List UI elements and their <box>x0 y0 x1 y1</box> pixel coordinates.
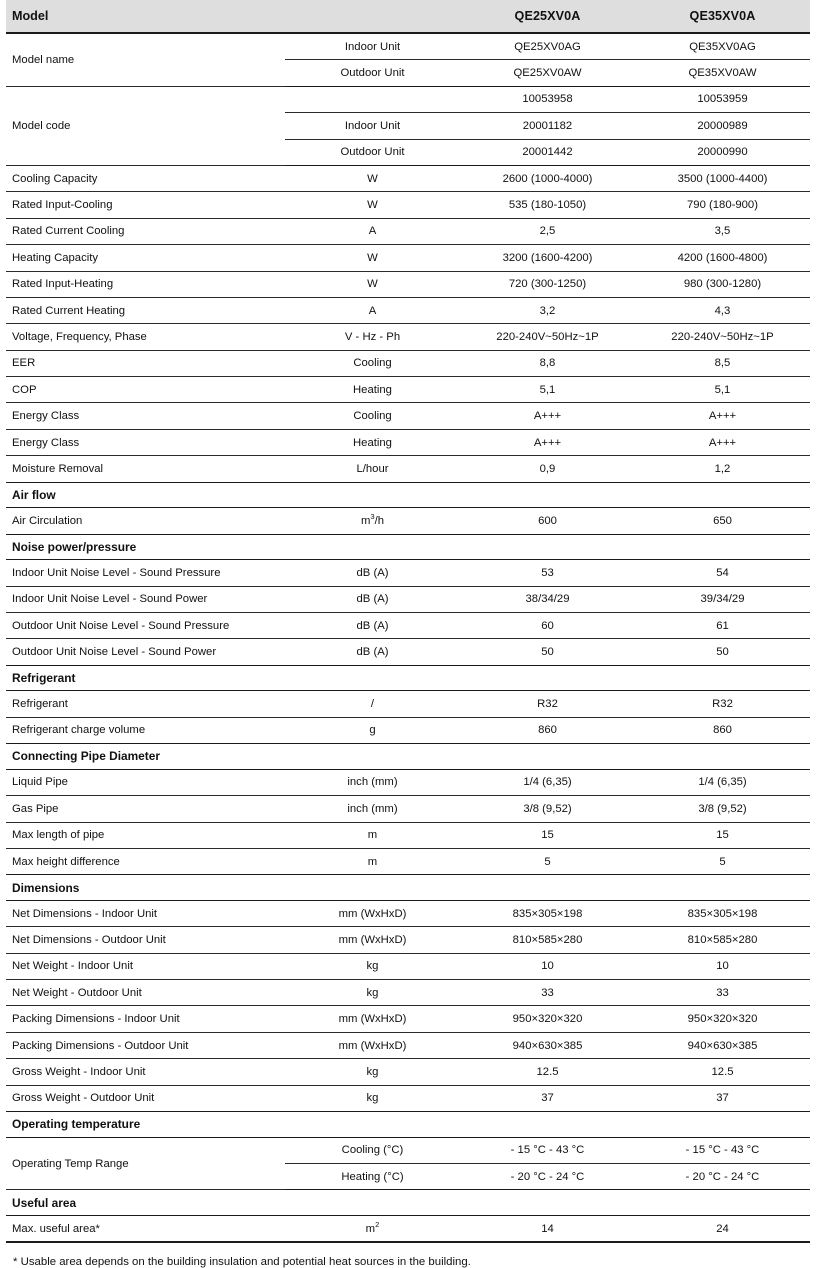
row-value-2: 940×630×385 <box>635 1032 810 1058</box>
row-value-1: 3,2 <box>460 297 635 323</box>
row-label: COP <box>6 377 285 403</box>
row-value-1: R32 <box>460 691 635 717</box>
table-row <box>6 796 810 822</box>
row-unit: L/hour <box>285 456 460 482</box>
table-row <box>6 33 810 60</box>
row-unit: dB (A) <box>285 560 460 586</box>
section-header-operating-temperature <box>6 1112 810 1138</box>
row-value-2: 20000989 <box>635 113 810 139</box>
row-value-1: 1/4 (6,35) <box>460 769 635 795</box>
row-unit: mm (WxHxD) <box>285 1006 460 1032</box>
section-header-refrigerant <box>6 665 810 691</box>
row-label: Heating Capacity <box>6 245 285 271</box>
table-row <box>6 350 810 376</box>
row-unit <box>285 86 460 112</box>
section-title: Operating temperature <box>6 1112 810 1138</box>
row-value-2: 4,3 <box>635 297 810 323</box>
table-row <box>6 848 810 874</box>
row-value-2: 61 <box>635 613 810 639</box>
row-unit: inch (mm) <box>285 769 460 795</box>
row-unit: m <box>285 822 460 848</box>
row-unit: Heating (°C) <box>285 1164 460 1190</box>
row-value-1: 33 <box>460 980 635 1006</box>
row-value-2: 24 <box>635 1216 810 1243</box>
table-row <box>6 1059 810 1085</box>
row-value-2: 3500 (1000-4400) <box>635 165 810 191</box>
row-label: Indoor Unit Noise Level - Sound Power <box>6 586 285 612</box>
row-value-2: 39/34/29 <box>635 586 810 612</box>
row-value-2: 4200 (1600-4800) <box>635 245 810 271</box>
section-title: Dimensions <box>6 875 810 901</box>
unit-superscript: 2 <box>375 1219 380 1229</box>
row-unit: A <box>285 297 460 323</box>
row-unit: Cooling <box>285 403 460 429</box>
table-row <box>6 508 810 534</box>
row-label: Voltage, Frequency, Phase <box>6 324 285 350</box>
row-label: Outdoor Unit Noise Level - Sound Power <box>6 639 285 665</box>
row-value-1: 5,1 <box>460 377 635 403</box>
table-row <box>6 324 810 350</box>
table-row <box>6 1137 810 1163</box>
row-label: Energy Class <box>6 403 285 429</box>
unit-suffix: /h <box>374 514 385 527</box>
row-unit: V - Hz - Ph <box>285 324 460 350</box>
row-label: Rated Input-Heating <box>6 271 285 297</box>
row-label: Net Weight - Outdoor Unit <box>6 980 285 1006</box>
row-value-2: 790 (180-900) <box>635 192 810 218</box>
table-row <box>6 218 810 244</box>
row-value-1: 0,9 <box>460 456 635 482</box>
row-value-2: 10053959 <box>635 86 810 112</box>
section-header-air-flow <box>6 482 810 508</box>
row-value-2: 650 <box>635 508 810 534</box>
row-value-1: 3/8 (9,52) <box>460 796 635 822</box>
footnote: * Usable area depends on the building insulation and potential heat sources in the building. <box>13 1256 471 1268</box>
section-header-dimensions <box>6 875 810 901</box>
row-value-2: QE35XV0AW <box>635 60 810 86</box>
table-row <box>6 717 810 743</box>
table-row <box>6 586 810 612</box>
row-unit: Outdoor Unit <box>285 60 460 86</box>
row-label: Indoor Unit Noise Level - Sound Pressure <box>6 560 285 586</box>
specification-table <box>6 0 810 1243</box>
row-value-2: - 15 °C - 43 °C <box>635 1137 810 1163</box>
section-title: Air flow <box>6 482 810 508</box>
row-label: Moisture Removal <box>6 456 285 482</box>
row-value-1: 220-240V~50Hz~1P <box>460 324 635 350</box>
row-unit: Cooling <box>285 350 460 376</box>
row-unit: mm (WxHxD) <box>285 900 460 926</box>
section-title: Useful area <box>6 1190 810 1216</box>
row-label: Packing Dimensions - Indoor Unit <box>6 1006 285 1032</box>
unit-base: m <box>360 514 371 527</box>
row-unit: Indoor Unit <box>285 113 460 139</box>
table-row <box>6 86 810 112</box>
row-unit: kg <box>285 1085 460 1111</box>
row-value-2: 3,5 <box>635 218 810 244</box>
row-label: Gas Pipe <box>6 796 285 822</box>
table-row <box>6 297 810 323</box>
row-unit: kg <box>285 953 460 979</box>
row-value-2: A+++ <box>635 403 810 429</box>
row-unit: kg <box>285 1059 460 1085</box>
header-label: Model <box>6 0 285 33</box>
row-value-2: - 20 °C - 24 °C <box>635 1164 810 1190</box>
table-row <box>6 456 810 482</box>
row-value-1: 10 <box>460 953 635 979</box>
table-row <box>6 822 810 848</box>
section-header-pipe <box>6 744 810 770</box>
table-row <box>6 980 810 1006</box>
table-row <box>6 1085 810 1111</box>
row-unit: g <box>285 717 460 743</box>
row-unit: mm (WxHxD) <box>285 1032 460 1058</box>
row-value-1: 20001442 <box>460 139 635 165</box>
row-value-2: R32 <box>635 691 810 717</box>
row-unit: W <box>285 271 460 297</box>
row-label: Energy Class <box>6 429 285 455</box>
table-row <box>6 165 810 191</box>
row-label: Max height difference <box>6 848 285 874</box>
row-label: Net Weight - Indoor Unit <box>6 953 285 979</box>
row-value-2: 1,2 <box>635 456 810 482</box>
row-value-1: A+++ <box>460 403 635 429</box>
row-value-2: 37 <box>635 1085 810 1111</box>
row-unit: dB (A) <box>285 613 460 639</box>
section-header-noise <box>6 534 810 560</box>
row-unit: / <box>285 691 460 717</box>
row-value-1: 860 <box>460 717 635 743</box>
row-value-2: 980 (300-1280) <box>635 271 810 297</box>
row-value-2: 3/8 (9,52) <box>635 796 810 822</box>
row-value-1: 2600 (1000-4000) <box>460 165 635 191</box>
row-label: Rated Input-Cooling <box>6 192 285 218</box>
row-value-1: 37 <box>460 1085 635 1111</box>
section-header-useful-area <box>6 1190 810 1216</box>
header-model-1: QE25XV0A <box>460 0 635 33</box>
row-value-1: 15 <box>460 822 635 848</box>
table-row <box>6 900 810 926</box>
row-value-2: 810×585×280 <box>635 927 810 953</box>
table-row <box>6 560 810 586</box>
row-label: Net Dimensions - Indoor Unit <box>6 900 285 926</box>
row-label: Packing Dimensions - Outdoor Unit <box>6 1032 285 1058</box>
row-value-1: 38/34/29 <box>460 586 635 612</box>
table-row <box>6 1032 810 1058</box>
row-value-2: 54 <box>635 560 810 586</box>
row-value-1: 8,8 <box>460 350 635 376</box>
unit-superscript: 3 <box>370 512 375 522</box>
row-unit: W <box>285 165 460 191</box>
table-row <box>6 377 810 403</box>
row-unit: Indoor Unit <box>285 33 460 60</box>
row-value-2: 950×320×320 <box>635 1006 810 1032</box>
row-unit: Heating <box>285 377 460 403</box>
row-value-2: 8,5 <box>635 350 810 376</box>
row-value-1: 720 (300-1250) <box>460 271 635 297</box>
row-label: Gross Weight - Outdoor Unit <box>6 1085 285 1111</box>
row-value-1: 60 <box>460 613 635 639</box>
row-value-1: 20001182 <box>460 113 635 139</box>
table-header-row <box>6 0 810 33</box>
row-value-2: 10 <box>635 953 810 979</box>
section-title: Connecting Pipe Diameter <box>6 744 810 770</box>
row-unit: kg <box>285 980 460 1006</box>
row-label-model-code: Model code <box>6 86 285 165</box>
row-label-operating-temp-range: Operating Temp Range <box>6 1137 285 1190</box>
row-value-1: 835×305×198 <box>460 900 635 926</box>
table-row <box>6 953 810 979</box>
row-value-1: 950×320×320 <box>460 1006 635 1032</box>
row-label: Cooling Capacity <box>6 165 285 191</box>
section-title: Refrigerant <box>6 665 810 691</box>
row-value-2: 20000990 <box>635 139 810 165</box>
row-value-2: 33 <box>635 980 810 1006</box>
table-row <box>6 927 810 953</box>
row-value-1: 53 <box>460 560 635 586</box>
row-unit: m <box>285 848 460 874</box>
row-value-1: 12.5 <box>460 1059 635 1085</box>
row-label: Liquid Pipe <box>6 769 285 795</box>
row-value-2: 835×305×198 <box>635 900 810 926</box>
row-label: Refrigerant <box>6 691 285 717</box>
table-row <box>6 192 810 218</box>
table-row <box>6 691 810 717</box>
row-value-1: 10053958 <box>460 86 635 112</box>
row-value-1: 600 <box>460 508 635 534</box>
row-value-1: 940×630×385 <box>460 1032 635 1058</box>
row-value-1: - 20 °C - 24 °C <box>460 1164 635 1190</box>
header-unit <box>285 0 460 33</box>
row-value-1: QE25XV0AW <box>460 60 635 86</box>
row-value-2: 12.5 <box>635 1059 810 1085</box>
row-unit <box>285 1216 460 1243</box>
row-value-1: - 15 °C - 43 °C <box>460 1137 635 1163</box>
row-unit: inch (mm) <box>285 796 460 822</box>
row-value-2: 860 <box>635 717 810 743</box>
table-row <box>6 271 810 297</box>
row-label: Refrigerant charge volume <box>6 717 285 743</box>
table-row <box>6 769 810 795</box>
row-value-2: 5,1 <box>635 377 810 403</box>
row-value-2: 1/4 (6,35) <box>635 769 810 795</box>
table-row <box>6 429 810 455</box>
table-row <box>6 1216 810 1243</box>
row-unit: Outdoor Unit <box>285 139 460 165</box>
row-value-2: A+++ <box>635 429 810 455</box>
row-label-model-name: Model name <box>6 33 285 86</box>
row-unit: W <box>285 245 460 271</box>
header-model-2: QE35XV0A <box>635 0 810 33</box>
row-value-2: 5 <box>635 848 810 874</box>
table-row <box>6 613 810 639</box>
table-row <box>6 403 810 429</box>
row-value-2: 220-240V~50Hz~1P <box>635 324 810 350</box>
row-label: Rated Current Cooling <box>6 218 285 244</box>
row-unit: Cooling (°C) <box>285 1137 460 1163</box>
row-unit: W <box>285 192 460 218</box>
row-unit: dB (A) <box>285 639 460 665</box>
section-title: Noise power/pressure <box>6 534 810 560</box>
table-row <box>6 639 810 665</box>
row-value-1: 14 <box>460 1216 635 1243</box>
row-value-1: 2,5 <box>460 218 635 244</box>
row-label: EER <box>6 350 285 376</box>
row-value-1: 50 <box>460 639 635 665</box>
row-unit: A <box>285 218 460 244</box>
row-value-1: 3200 (1600-4200) <box>460 245 635 271</box>
row-unit <box>285 508 460 534</box>
row-value-1: 810×585×280 <box>460 927 635 953</box>
row-unit: mm (WxHxD) <box>285 927 460 953</box>
row-unit: Heating <box>285 429 460 455</box>
row-label: Rated Current Heating <box>6 297 285 323</box>
row-label: Air Circulation <box>6 508 285 534</box>
row-unit: dB (A) <box>285 586 460 612</box>
row-value-1: 5 <box>460 848 635 874</box>
table-row <box>6 1006 810 1032</box>
row-value-2: 15 <box>635 822 810 848</box>
row-value-2: QE35XV0AG <box>635 33 810 60</box>
row-label: Gross Weight - Indoor Unit <box>6 1059 285 1085</box>
row-label: Outdoor Unit Noise Level - Sound Pressure <box>6 613 285 639</box>
row-value-1: 535 (180-1050) <box>460 192 635 218</box>
row-label: Net Dimensions - Outdoor Unit <box>6 927 285 953</box>
row-label: Max. useful area* <box>6 1216 285 1243</box>
row-value-1: QE25XV0AG <box>460 33 635 60</box>
row-label: Max length of pipe <box>6 822 285 848</box>
table-row <box>6 245 810 271</box>
row-value-1: A+++ <box>460 429 635 455</box>
unit-base: m <box>365 1222 376 1235</box>
row-value-2: 50 <box>635 639 810 665</box>
